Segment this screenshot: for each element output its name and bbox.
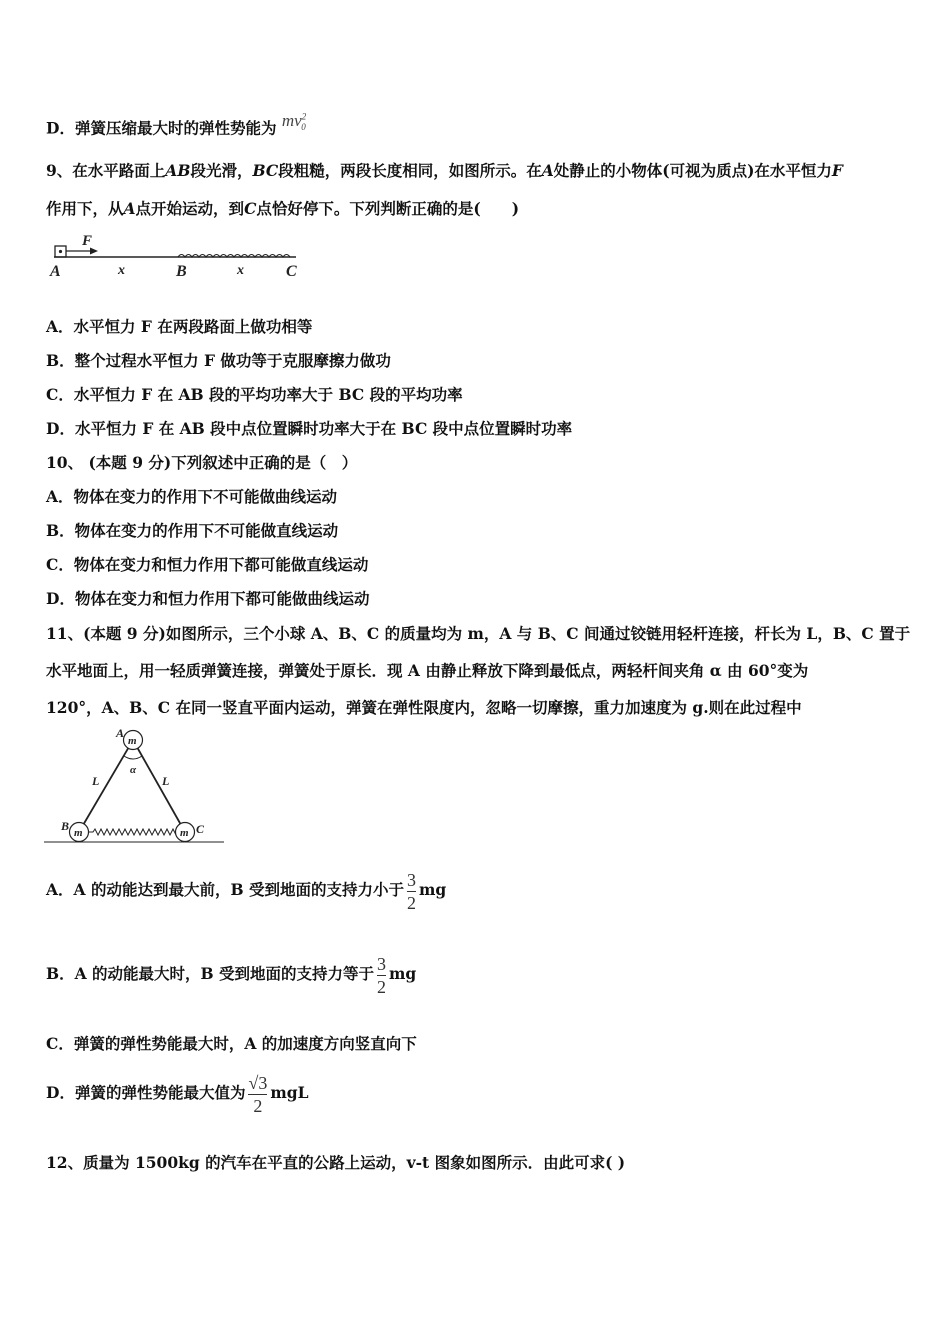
q9-option-b: B．整个过程水平恒力 F 做功等于克服摩擦力做功 xyxy=(46,351,391,370)
label-c: C xyxy=(196,822,205,836)
label-l-right: L xyxy=(162,774,170,788)
label-a: A xyxy=(50,263,61,280)
angle-arc xyxy=(124,756,142,759)
q9-stem-line1: 9、在水平路面上AB段光滑，BC段粗糙，两段长度相同，如图所示。在A处静止的小物体(可视为质点)在水平恒力F xyxy=(46,161,843,180)
svg-text:m: m xyxy=(180,827,189,839)
q10-option-d: D．物体在变力和恒力作用下都可能做曲线运动 xyxy=(46,589,370,608)
force-label: F xyxy=(82,233,93,249)
svg-text:m: m xyxy=(128,735,137,747)
q11-stem-line1: 11、(本题 9 分)如图所示，三个小球 A、B、C 的质量均为 m，A 与 B、C 间通过铰链用轻杆连接，杆长为 L，B、C 置于 xyxy=(46,624,911,643)
label-b: B xyxy=(176,263,187,280)
label-x1: x xyxy=(118,263,125,278)
q11-option-b: B．A 的动能最大时，B 受到地面的支持力等于 $\frac{3}{2}$ mg xyxy=(46,953,417,997)
q10-option-a: A．物体在变力的作用下不可能做曲线运动 xyxy=(46,487,338,506)
rod-right xyxy=(133,740,185,832)
fraction: $\frac{3}{2}$ xyxy=(377,953,387,997)
q11-stem-line2: 水平地面上，用一轻质弹簧连接，弹簧处于原长．现 A 由静止释放下降到最低点，两轻杆间夹角 α 由 60°变为 xyxy=(46,661,809,680)
q11-figure xyxy=(44,727,226,847)
q10-stem: 10、 (本题 9 分)下列叙述中正确的是（ ） xyxy=(46,453,358,472)
label-c: C xyxy=(286,263,297,280)
fraction: $\frac{√3}{2}$ xyxy=(248,1072,268,1116)
q11-option-d: D．弹簧的弹性势能最大值为 $\frac{√3}{2}$ mgL xyxy=(46,1072,309,1116)
q11-option-c: C．弹簧的弹性势能最大时，A 的加速度方向竖直向下 xyxy=(46,1034,417,1053)
spring xyxy=(89,829,182,835)
q11-option-a: A．A 的动能达到最大前，B 受到地面的支持力小于 $\frac{3}{2}$ mg xyxy=(46,869,447,913)
q8-optd-formula: $mv^2_0$ xyxy=(281,110,307,133)
q9-option-d: D．水平恒力 F 在 AB 段中点位置瞬时功率大于在 BC 段中点位置瞬时功率 xyxy=(46,419,573,438)
q12-stem: 12、质量为 1500kg 的汽车在平直的公路上运动，v-t 图象如图所示．由此可求( ) xyxy=(46,1153,626,1172)
svg-text:m: m xyxy=(74,827,83,839)
q9-option-a: A．水平恒力 F 在两段路面上做功相等 xyxy=(46,317,313,336)
fraction: $\frac{3}{2}$ xyxy=(406,869,416,913)
label-alpha: α xyxy=(130,764,137,776)
q9-figure xyxy=(46,230,306,285)
q10-option-c: C．物体在变力和恒力作用下都可能做直线运动 xyxy=(46,555,369,574)
q9-stem-line2: 作用下，从A点开始运动，到C点恰好停下。下列判断正确的是( ) xyxy=(46,199,520,218)
q11-stem-line3: 120°，A、B、C 在同一竖直平面内运动，弹簧在弹性限度内，忽略一切摩擦，重力加速度为 g.则在此过程中 xyxy=(46,698,802,717)
label-b: B xyxy=(61,819,70,833)
rod-left xyxy=(79,740,133,832)
label-a: A xyxy=(116,727,125,740)
label-x2: x xyxy=(237,263,244,278)
q9-option-c: C．水平恒力 F 在 AB 段的平均功率大于 BC 段的平均功率 xyxy=(46,385,463,404)
q10-option-b: B．物体在变力的作用下不可能做直线运动 xyxy=(46,521,339,540)
q8-option-d: D．弹簧压缩最大时的弹性势能为 $mv^2_0$ xyxy=(46,110,307,138)
label-l-left: L xyxy=(92,774,100,788)
